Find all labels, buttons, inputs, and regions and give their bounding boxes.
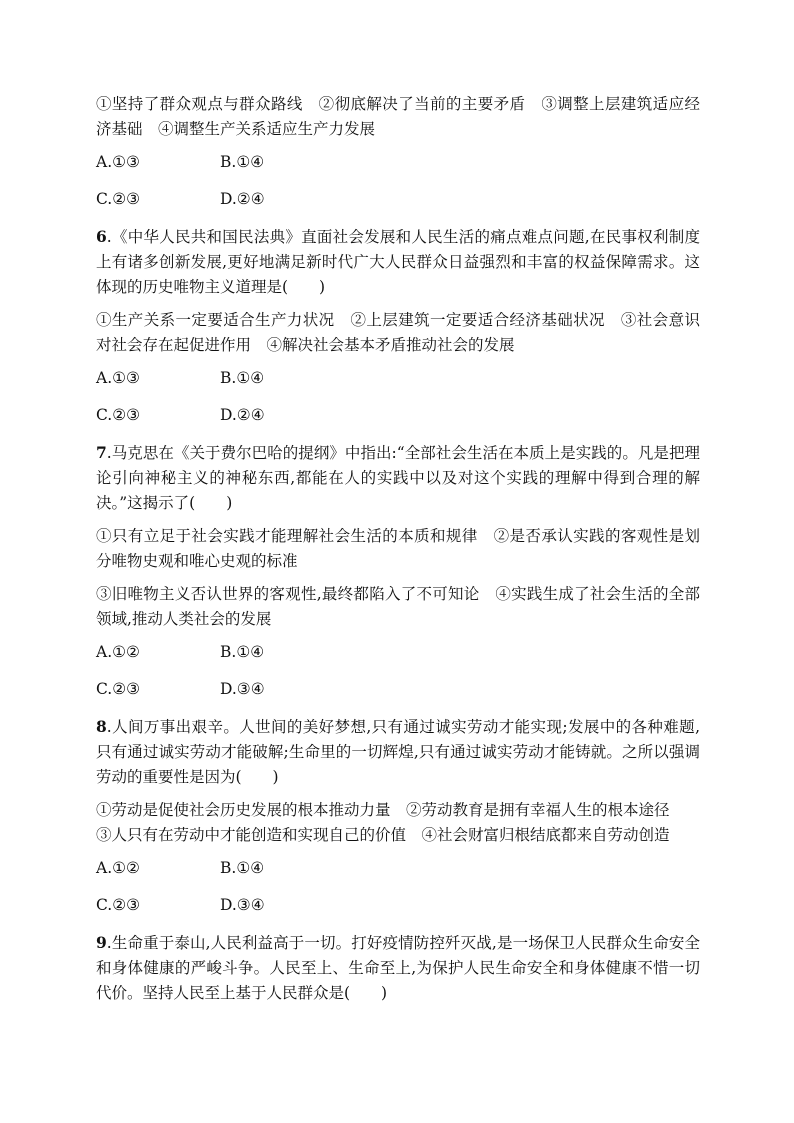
choice-row [96,640,700,665]
question-text: .马克思在《关于费尔巴哈的提纲》中指出:“全部社会生活在本质上是实践的。凡是把理论引向神秘主义的神秘东西,都能在人的实践中以及对这个实践的理解中得到合理的解决。”这揭示了( ) [96,444,700,512]
question-text: .生命重于泰山,人民利益高于一切。打好疫情防控歼灭战,是一场保卫人民群众生命安全和身体健康的严峻斗争。人民至上、生命至上,为保护人民生命安全和身体健康不惜一切代价。坚持人民至上基于人民群众是( ) [96,934,700,1002]
choice-d[interactable]: D.②④ [220,190,265,208]
question-8 [96,714,700,790]
choice-c[interactable]: C.②③ [96,680,141,698]
question-number: 8 [96,717,107,736]
choice-b[interactable]: B.①④ [220,643,265,661]
choice-a[interactable]: A.①③ [96,369,140,387]
statement-options: ③旧唯物主义否认世界的客观性,最终都陷入了不可知论 ④实践生成了社会生活的全部领域,推动人类社会的发展 [96,585,700,628]
choice-row [96,677,700,702]
choice-row [96,150,700,175]
choice-b[interactable]: B.①④ [220,153,265,171]
choice-a[interactable]: A.①③ [96,153,140,171]
question-number: 7 [96,443,107,462]
choice-d[interactable]: D.②④ [220,406,265,424]
choice-row [96,856,700,881]
question-9 [96,930,700,1006]
choice-row [96,366,700,391]
statement-options: ①坚持了群众观点与群众路线 ②彻底解决了当前的主要矛盾 ③调整上层建筑适应经济基础 ④调整生产关系适应生产力发展 [96,95,700,138]
choice-row [96,893,700,918]
statement-options: ①只有立足于社会实践才能理解社会生活的本质和规律 ②是否承认实践的客观性是划分唯物史观和唯心史观的标准 [96,527,700,570]
question-6 [96,224,700,300]
question-text: .人间万事出艰辛。人世间的美好梦想,只有通过诚实劳动才能实现;发展中的各种难题,只有通过诚实劳动才能破解;生命里的一切辉煌,只有通过诚实劳动才能铸就。之所以强调劳动的重要性是因为( ) [96,718,700,786]
statement-options: ①生产关系一定要适合生产力状况 ②上层建筑一定要适合经济基础状况 ③社会意识对社会存在起促进作用 ④解决社会基本矛盾推动社会的发展 [96,311,700,354]
choice-c[interactable]: C.②③ [96,896,141,914]
exam-page [96,92,700,1014]
question-7 [96,440,700,516]
choice-d[interactable]: D.③④ [220,896,265,914]
choice-a[interactable]: A.①② [96,859,140,877]
statement-options: ③人只有在劳动中才能创造和实现自己的价值 ④社会财富归根结底都来自劳动创造 [96,826,670,844]
choice-c[interactable]: C.②③ [96,406,141,424]
statement-options: ①劳动是促使社会历史发展的根本推动力量 ②劳动教育是拥有幸福人生的根本途径 [96,801,670,819]
question-number: 6 [96,227,107,246]
choice-b[interactable]: B.①④ [220,859,265,877]
choice-d[interactable]: D.③④ [220,680,265,698]
choice-c[interactable]: C.②③ [96,190,141,208]
choice-row [96,403,700,428]
choice-a[interactable]: A.①② [96,643,140,661]
question-text: .《中华人民共和国民法典》直面社会发展和人民生活的痛点难点问题,在民事权利制度上有诸多创新发展,更好地满足新时代广大人民群众日益强烈和丰富的权益保障需求。这体现的历史唯物主义道理是( ) [96,228,700,296]
choice-row [96,187,700,212]
question-number: 9 [96,933,107,952]
choice-b[interactable]: B.①④ [220,369,265,387]
